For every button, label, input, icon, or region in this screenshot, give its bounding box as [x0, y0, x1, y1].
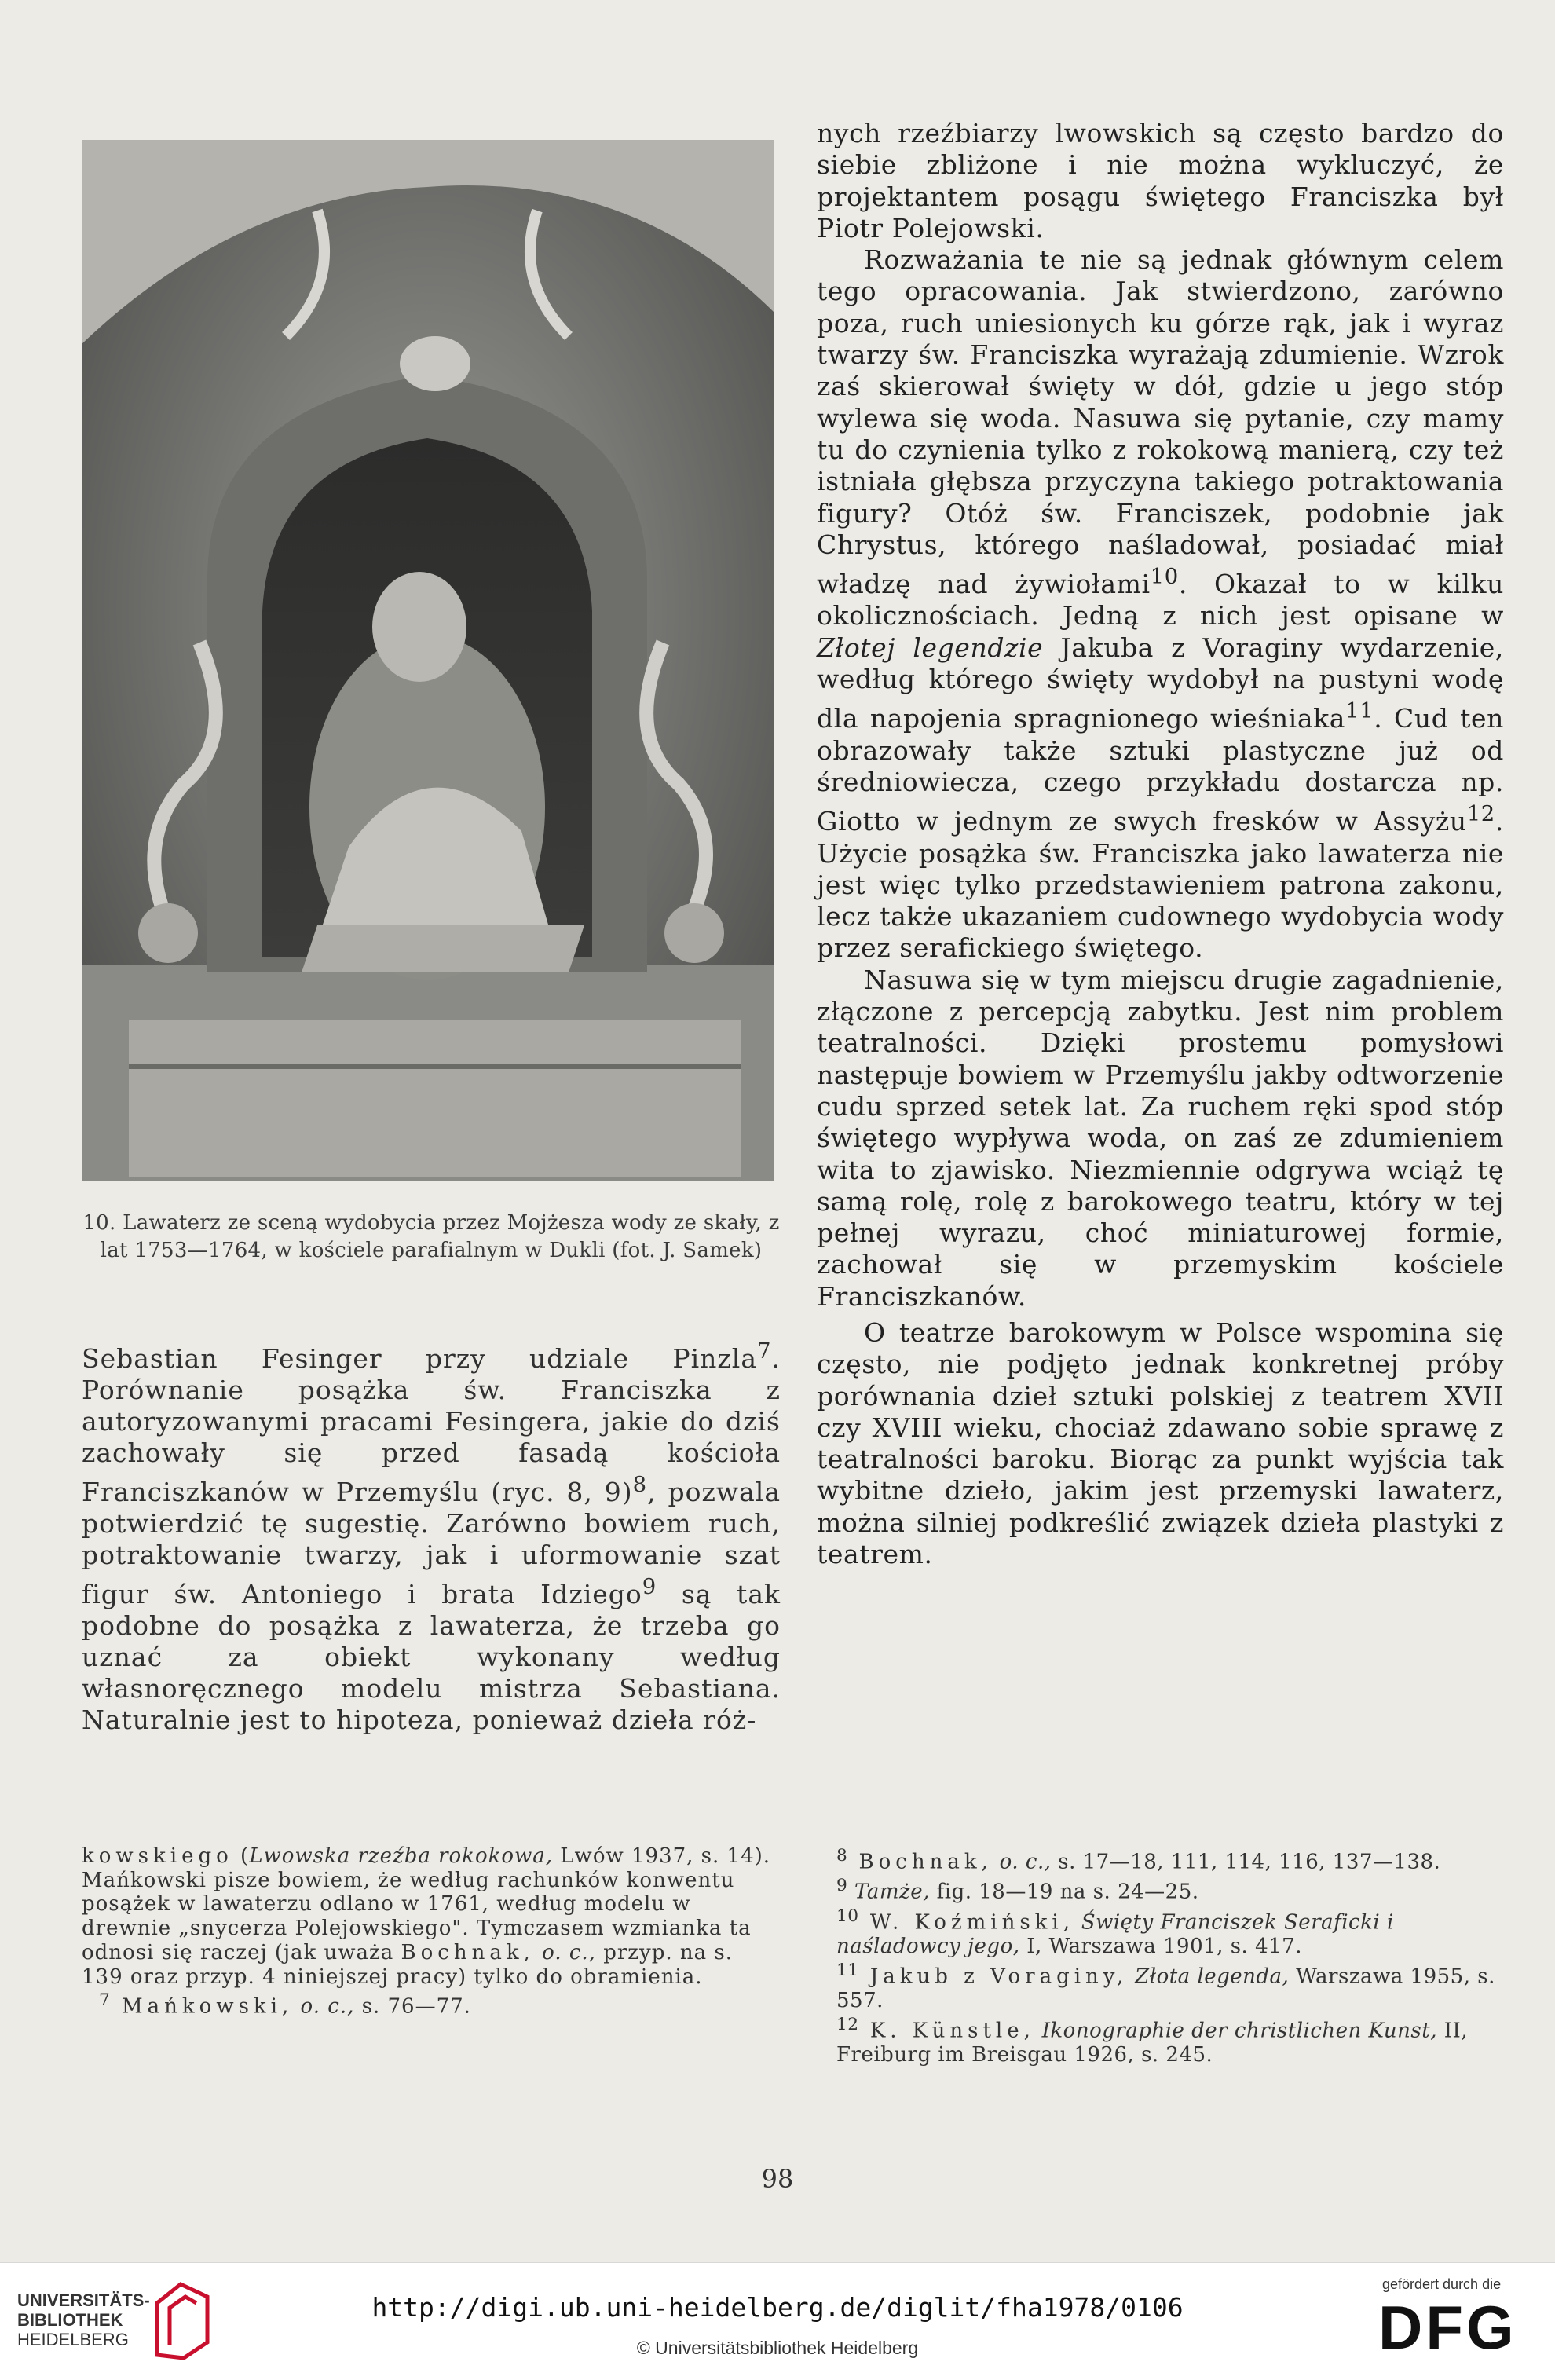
paragraph: nych rzeźbiarzy lwowskich są często bardzo do siebie zbliżone i nie można wykluczyć, że projektantem posągu świętego Franciszka był Piotr Polejowski. [817, 118, 1504, 243]
footnote-9: $^9$ Tamże, fig. 18—19 na s. 24—25. [836, 1876, 1199, 1905]
footnote-ref-7: 7 [757, 1338, 772, 1364]
funding-label: gefördert durch die [1382, 2276, 1502, 2292]
footnote-6-continued: kowskiego (Lwowska rzeźba rokokowa, Lwów 1937, s. 14). Mańkowski pisze bowiem, że według rachunków konwentu posążek w lawaterzu odlano w 1761, według modelu w drewnie „snycerza Polejowskiego". Tymczasem wzmianka ta odnosi się raczej (jak uważa Bochnak, o. c., przyp. na s. 139 oraz przyp. 4 niniejszej pracy) tylko do obramienia. [82, 1844, 771, 1989]
copyright-notice: © Universitätsbibliothek Heidelberg [636, 2338, 919, 2358]
footnote-ref-11: 11 [1345, 698, 1374, 724]
footnote-ref-12: 12 [1466, 801, 1495, 827]
footnotes-left [82, 1844, 781, 2019]
paragraph: Rozważania te nie są jednak głównym celem tego opracowania. Jak stwierdzono, zarówno poza, ruch uniesionych ku górze rąk, jak i wyraz twarzy św. Franciszka wyrażają zdumienie. Wzrok zaś skierował święty w dół, gdzie u jego stóp wylewa się woda. Nasuwa się pytanie, czy mamy tu do czynienia tylko z rokokową manierą, czy też istniała głębsza przyczyna takiego potraktowania figury? Otóż św. Franciszek, podobnie jak Chrystus, którego naśladował, posiadać miał władzę nad żywiołami$^{10}$. Okazał to w kilku okolicznościach. Jedną z nich jest opisane w Złotej legendzie Jakuba z Voraginy wydarzenie, według którego święty wydobył na pustyni wodę dla napojenia spragnionego wieśniaka$^{11}$. Cud ten obrazowały także sztuki plastyczne już od średniowiecza, czego przykładu dostarcza np. Giotto w jednym ze swych fresków w Assyżu$^{12}$. Użycie posążka św. Franciszka jako lawaterza nie jest więc tylko przedstawieniem patrona zakonu, lecz także ukazaniem cudownego wydobycia wody przez serafickiego świętego. [817, 244, 1504, 964]
footnote-12: $^{12}$ K. Künstle, Ikonographie der christlichen Kunst, II, Freiburg im Breisgau 1926, s. 245. [836, 2014, 1469, 2067]
footnote-ref-10: 10 [1150, 564, 1179, 590]
paragraph: Nasuwa się w tym miejscu drugie zagadnienie, złączone z percepcją zabytku. Jest nim problem teatralności. Dzięki prostemu pomysłowi następuje bowiem w Przemyślu jakby odtworzenie cudu sprzed setek lat. Za ruchem ręki spod stóp świętego wypływa woda, on zaś ze zdumieniem wita to zjawisko. Niezmiennie odgrywa wciąż tę samą rolę, rolę z barokowego teatru, który w tej pełnej wyrazu, choć miniaturowej formie, zachował się w przemyskim kościele Franciszkanów. [817, 964, 1504, 1312]
permalink-url[interactable]: http://digi.ub.uni-heidelberg.de/diglit/fha1978/0106 [371, 2292, 1184, 2323]
svg-text:DFG: DFG [1378, 2297, 1517, 2360]
footnote-8: $^8$ Bochnak, o. c., s. 17—18, 111, 114, 116, 137—138. [836, 1846, 1441, 1874]
footnote-ref-8: 8 [632, 1472, 648, 1497]
library-logo-text: UNIVERSITÄTS- BIBLIOTHEK HEIDELBERG [17, 2290, 150, 2349]
right-column-text [817, 118, 1504, 1570]
dfg-logo [1378, 2297, 1535, 2360]
paragraph: O teatrze barokowym w Polsce wspomina się często, nie podjęto jednak konkretnej próby porównania dzieł sztuki polskiej z teatrem XVII czy XVIII wieku, chociaż zdawano sobie sprawę z teatralności baroku. Biorąc za punkt wyjścia tak wybitne dzieło, jakim jest przemyski lawaterz, można silniej podkreślić związek dzieła plastyki z teatrem. [817, 1316, 1504, 1570]
figure-caption: 10. Lawaterz ze sceną wydobycia przez Mojżesza wody ze skały, z lat 1753—1764, w kościele parafialnym w Dukli (fot. J. Samek) [82, 1211, 780, 1262]
footnotes-right [836, 1844, 1504, 2067]
paragraph: Sebastian Fesinger przy udziale Pinzla$^7$. Porównanie posążka św. Franciszka z autoryzowanymi pracami Fesingera, jakie do dziś zachowały się przed fasadą kościoła Franciszkanów w Przemyślu (ryc. 8, 9)$^8$, pozwala potwierdzić tę sugestię. Zarówno bowiem ruch, potraktowanie twarzy, jak i uformowanie szat figur św. Antoniego i brata Idziego$^9$ są tak podobne do posążka z lawaterza, że trzeba go uznać za obiekt wykonany według własnoręcznego modelu mistrza Sebastiana. Naturalnie jest to hipoteza, ponieważ dzieła róż- [82, 1338, 781, 1735]
footnote-10: $^{10}$ W. Koźmiński, Święty Franciszek Seraficki i naśladowcy jego, I, Warszawa 1901, s. 417. [836, 1906, 1394, 1959]
photograph-lavabo [82, 140, 774, 1181]
footnote-11: $^{11}$ Jakub z Voraginy, Złota legenda, Warszawa 1955, s. 557. [836, 1960, 1495, 2013]
left-column-text [82, 1335, 781, 1736]
page-number: 98 [761, 2164, 794, 2194]
footnote-7: $^7$ Mańkowski, o. c., s. 76—77. [99, 1990, 471, 2019]
footnote-ref-9: 9 [642, 1574, 657, 1599]
